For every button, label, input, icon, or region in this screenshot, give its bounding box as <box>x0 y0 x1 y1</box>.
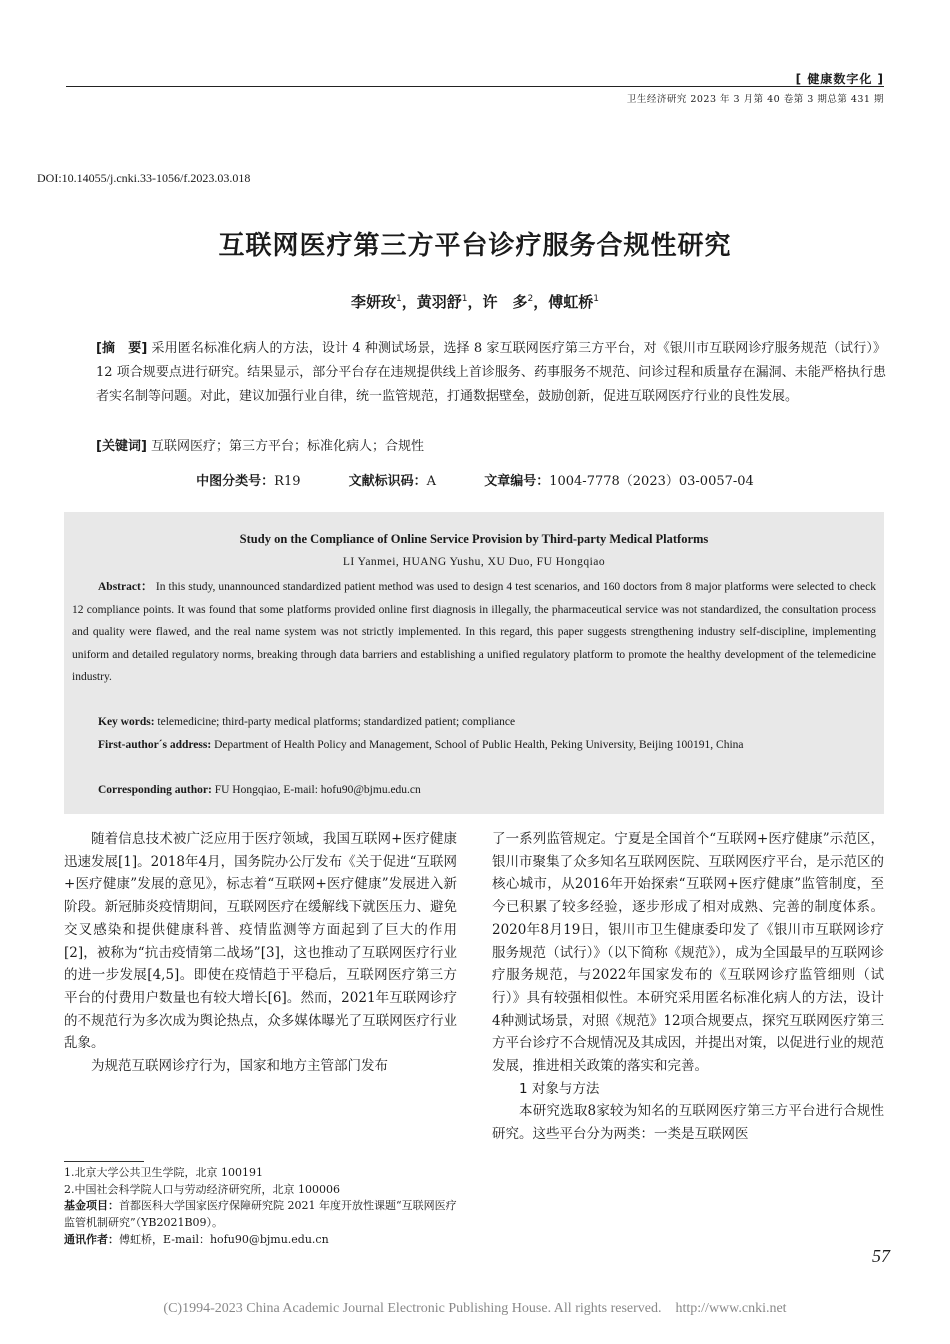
english-corresponding-label: Corresponding author: <box>98 784 212 796</box>
footnote-rule <box>64 1161 144 1162</box>
section-heading: 1 对象与方法 <box>519 1080 600 1097</box>
article-number-value: 1004-7778（2023）03-0057-04 <box>549 474 754 489</box>
corresponding-label: 通讯作者： <box>64 1232 119 1246</box>
english-abstract <box>72 576 876 689</box>
english-abstract-box <box>64 512 884 814</box>
english-authors: LI Yanmei, HUANG Yushu, XU Duo, FU Hongqiao <box>342 556 606 568</box>
body-paragraph: 本研究选取8家较为知名的互联网医疗第三方平台进行合规性研究。这些平台分为两类：一类是互联网医 <box>492 1103 884 1143</box>
author-name: 黄羽舒 <box>416 293 462 311</box>
header-rule <box>66 86 884 87</box>
body-paragraph: 了一系列监管规定。宁夏是全国首个“互联网+医疗健康”示范区，银川市聚集了众多知名互联网医院、互联网医疗平台，是示范区的核心城市，从2016年开始探索“互联网+医疗健康”监管制度，至今已积累了较多经验，逐步形成了相对成熟、完善的制度体系。2020年8月19日，银川市卫生健康委印发了《银川市互联网诊疗服务规范（试行）》（以下简称《规范》），成为全国最早的互联网诊疗服务规范，与2022年国家发布的《互联网诊疗监管细则（试行）》具有较强相似性。本研究采用匿名标准化病人的方法，设计4种测试场景，对照《规范》12项合规要点，探究互联网医疗第三方平台诊疗不合规情况及其成因，并提出对策，以促进行业的规范发展，推进相关政策的落实和完善。 <box>492 831 884 1075</box>
body-column-right <box>492 828 884 1146</box>
footnotes <box>64 1165 457 1249</box>
english-address-text: Department of Health Policy and Management, School of Public Health, Peking University, Beijing 100191, China <box>214 739 744 751</box>
article-number-label: 文章编号： <box>484 474 550 489</box>
doi[interactable]: DOI:10.14055/j.cnki.33-1056/f.2023.03.018 <box>37 171 251 185</box>
funding-label: 基金项目： <box>64 1199 119 1213</box>
keywords-cn <box>96 435 886 459</box>
page-number: 57 <box>872 1246 890 1266</box>
author-affiliation-mark: 1 <box>593 294 600 304</box>
author-list: 李妍玫$^1$，黄羽舒$^1$，许 多$^2$，傅虹桥$^1$ <box>350 293 600 311</box>
section-label: [ 健康数字化 ] <box>795 72 884 86</box>
abstract-cn-text: 采用匿名标准化病人的方法，设计 4 种测试场景，选择 8 家互联网医疗第三方平台，对《银川市互联网诊疗服务规范（试行）》12 项合规要点进行研究。结果显示，部分平台存在违规提供线上首诊服务、药事服务不规范、问诊过程和质量存在漏洞、未能严格执行患者实名制等问题。对此，建议加强行业自律，统一监管规范，打通数据壁垒，鼓励创新，促进互联网医疗行业的良性发展。 <box>96 341 886 404</box>
keywords-cn-label: [关键词] <box>96 439 147 454</box>
corresponding-text: 傅虹桥，E-mail：hofu90@bjmu.edu.cn <box>119 1232 329 1246</box>
author-name: 许 多 <box>482 293 528 311</box>
doc-code-value: A <box>426 474 437 489</box>
affiliation-note: 2.中国社会科学院人口与劳动经济研究所，北京 100006 <box>64 1182 340 1196</box>
body-paragraph: 为规范互联网诊疗行为，国家和地方主管部门发布 <box>91 1058 388 1075</box>
english-keywords-text: telemedicine; third-party medical platforms; standardized patient; compliance <box>157 716 516 728</box>
abstract-cn <box>96 337 886 409</box>
body-paragraph: 随着信息技术被广泛应用于医疗领域，我国互联网+医疗健康迅速发展[1]。2018年4月，国务院办公厅发布《关于促进“互联网+医疗健康”发展的意见》，标志着“互联网+医疗健康”发展进入新阶段。新冠肺炎疫情期间，互联网医疗在缓解线下就医压力、避免交叉感染和提供健康科普、疫情监测等方面起到了巨大的作用[2]，被称为“抗击疫情第二战场”[3]，这也推动了互联网医疗行业的进一步发展[4,5]。即使在疫情趋于平稳后，互联网医疗第三方平台的付费用户数量也有较大增长[6]。然而，2021年互联网诊疗的不规范行为多次成为舆论热点，众多媒体曝光了互联网医疗行业乱象。 <box>64 831 457 1052</box>
funding-text: 首都医科大学国家医疗保障研究院 2021 年度开放性课题“互联网医疗监管机制研究”（YB2021B09）。 <box>64 1199 457 1230</box>
doc-code-label: 文献标识码： <box>348 474 427 489</box>
english-corresponding-text: FU Hongqiao, E-mail: hofu90@bjmu.edu.cn <box>214 784 421 796</box>
abstract-cn-label: [摘 要] <box>96 341 148 356</box>
page-title: 互联网医疗第三方平台诊疗服务合规性研究 <box>218 231 732 261</box>
english-address <box>72 734 876 757</box>
english-address-label: First-author´s address: <box>98 739 212 751</box>
author-affiliation-mark: 2 <box>527 294 534 304</box>
english-keywords-label: Key words: <box>98 716 155 728</box>
clc-value: R19 <box>274 474 301 489</box>
journal-info: 卫生经济研究 2023 年 3 月第 40 卷第 3 期总第 431 期 <box>626 94 884 105</box>
clc-label: 中图分类号： <box>196 474 275 489</box>
copyright-watermark: (C)1994-2023 China Academic Journal Electronic Publishing House. All rights reserved. http://www.cnki.net <box>163 1301 787 1316</box>
body-column-left <box>64 828 457 1078</box>
funding-note <box>64 1198 457 1231</box>
english-corresponding <box>72 779 876 802</box>
author-affiliation-mark: 1 <box>395 294 402 304</box>
affiliation-note: 1.北京大学公共卫生学院，北京 100191 <box>64 1166 263 1179</box>
author-affiliation-mark: 1 <box>461 294 468 304</box>
keywords-cn-text: 互联网医疗；第三方平台；标准化病人；合规性 <box>151 439 425 454</box>
english-keywords <box>72 711 876 734</box>
corresponding-note <box>64 1232 457 1249</box>
english-abstract-text: In this study, unannounced standardized patient method was used to design 4 test scenarios, and 160 doctors from 8 major platforms were selected to check 12 compliance points. It was found that some platforms provided online first diagnosis in illegally, the pharmaceutical service was not standardized, the consultation process and quality were flawed, and the real name system was not strictly implemented. In this regard, this paper suggests strengthening industry self-discipline, implementing uniform and detailed regulatory norms, breaking through data barriers and establishing a unified regulatory platform to promote the healthy development of the telemedicine industry. <box>72 581 877 684</box>
author-name: 傅虹桥 <box>548 293 594 311</box>
author-name: 李妍玫 <box>350 293 396 311</box>
english-abstract-label: Abstract： <box>98 581 153 593</box>
english-title: Study on the Compliance of Online Service Provision by Third-party Medical Platforms <box>239 532 709 546</box>
classification-line <box>0 470 950 489</box>
